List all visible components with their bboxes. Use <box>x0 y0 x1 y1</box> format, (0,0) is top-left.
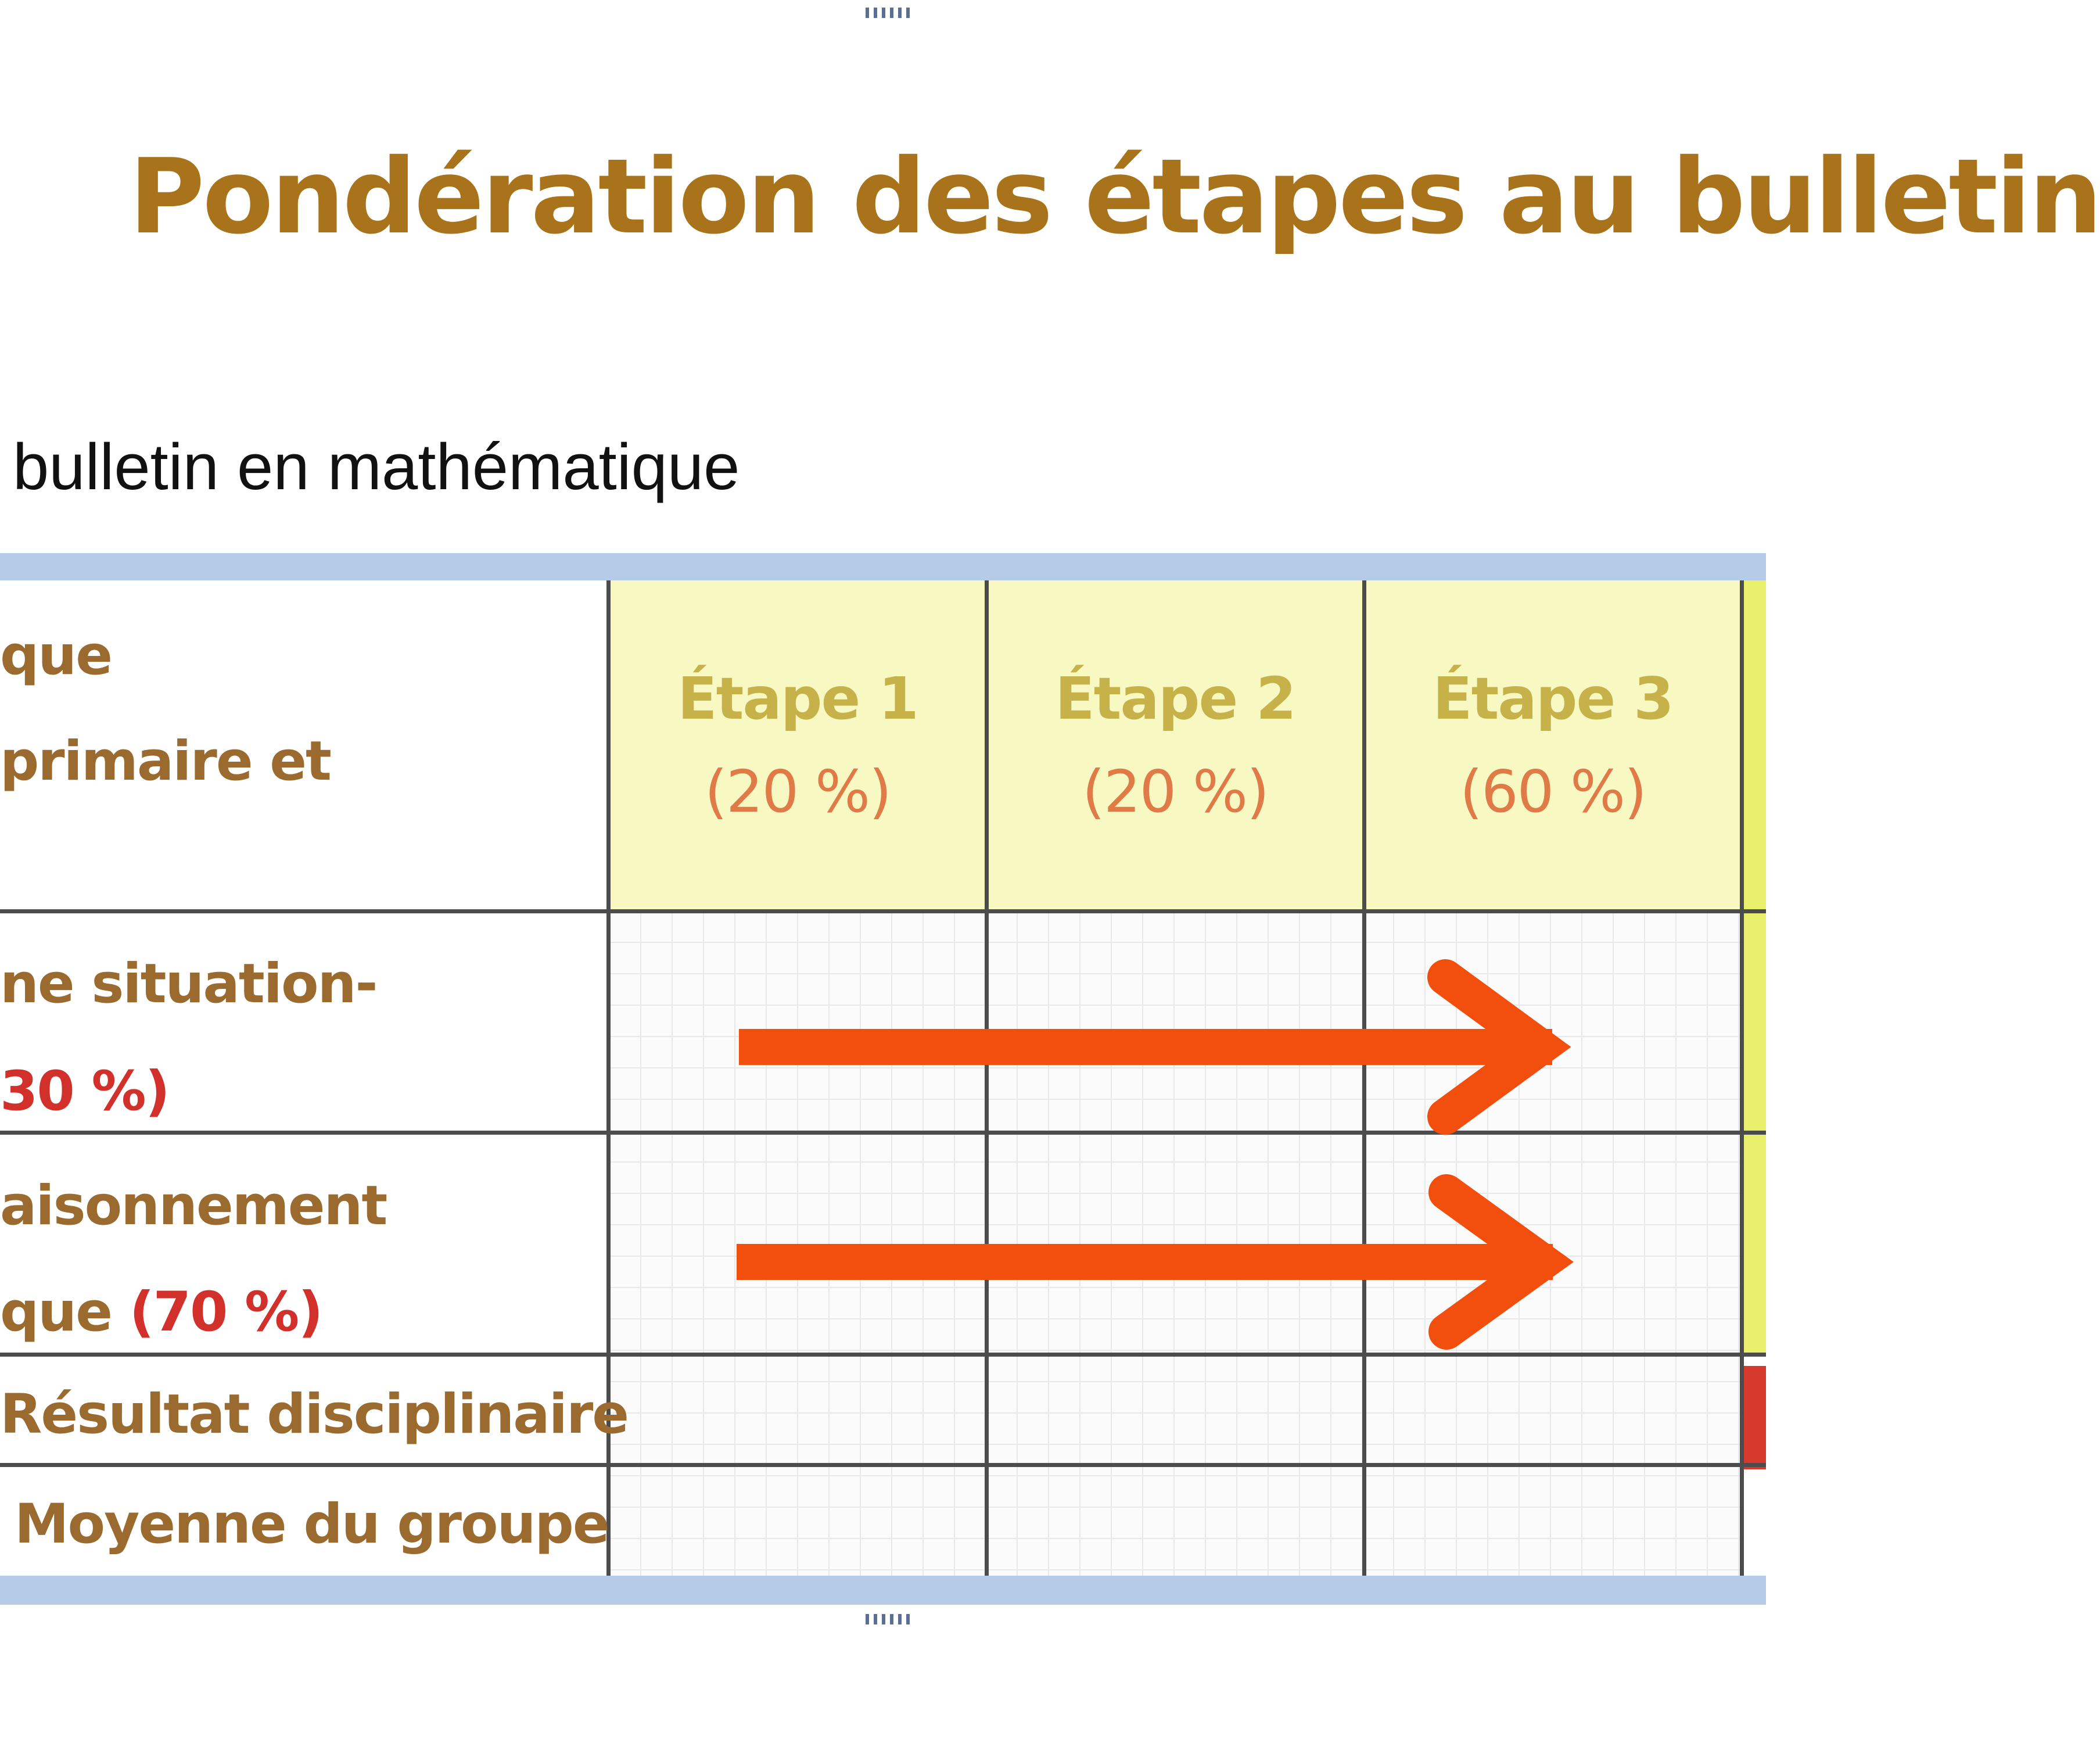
stage-1-weight: (20 %) <box>704 758 891 826</box>
stage-2-name: Étape 2 <box>1055 665 1295 733</box>
row-2-label-text: que <box>0 1281 130 1344</box>
arrow-right-icon <box>727 953 1575 1139</box>
page-title: Pondération des étapes au bulletin <box>129 137 2100 257</box>
resize-grip-icon[interactable] <box>866 1614 912 1624</box>
arrow-right-icon <box>725 1168 1579 1354</box>
stage-2-header <box>986 652 1364 838</box>
stage-1-name: Étape 1 <box>677 665 918 733</box>
row-4-label: Moyenne du groupe <box>15 1493 609 1556</box>
row-divider <box>0 1463 1766 1467</box>
stage-3-name: Étape 3 <box>1433 665 1673 733</box>
row-2-label-line-2 <box>0 1281 322 1344</box>
row-divider <box>0 909 1766 913</box>
row-1-weight: 30 %) <box>0 1060 169 1123</box>
row-1-label-line-1: ne situation- <box>0 952 377 1016</box>
row-2-weight: (70 %) <box>129 1281 322 1344</box>
header-left-line-2: primaire et <box>0 730 331 793</box>
resize-grip-icon[interactable] <box>866 8 912 18</box>
stage-3-weight: (60 %) <box>1459 758 1646 826</box>
stage-1-header <box>609 652 986 838</box>
subtitle: bulletin en mathématique <box>13 431 740 503</box>
stage-3-header <box>1364 652 1742 838</box>
row-1-label-line-2 <box>0 1060 169 1123</box>
stage-2-weight: (20 %) <box>1082 758 1269 826</box>
next-column-edge <box>1742 580 1766 1353</box>
header-left-line-1: que <box>0 624 112 687</box>
row-3-label: Résultat disciplinaire <box>0 1383 629 1446</box>
result-highlight-mark <box>1742 1366 1766 1469</box>
row-2-label-line-1: aisonnement <box>0 1174 387 1238</box>
